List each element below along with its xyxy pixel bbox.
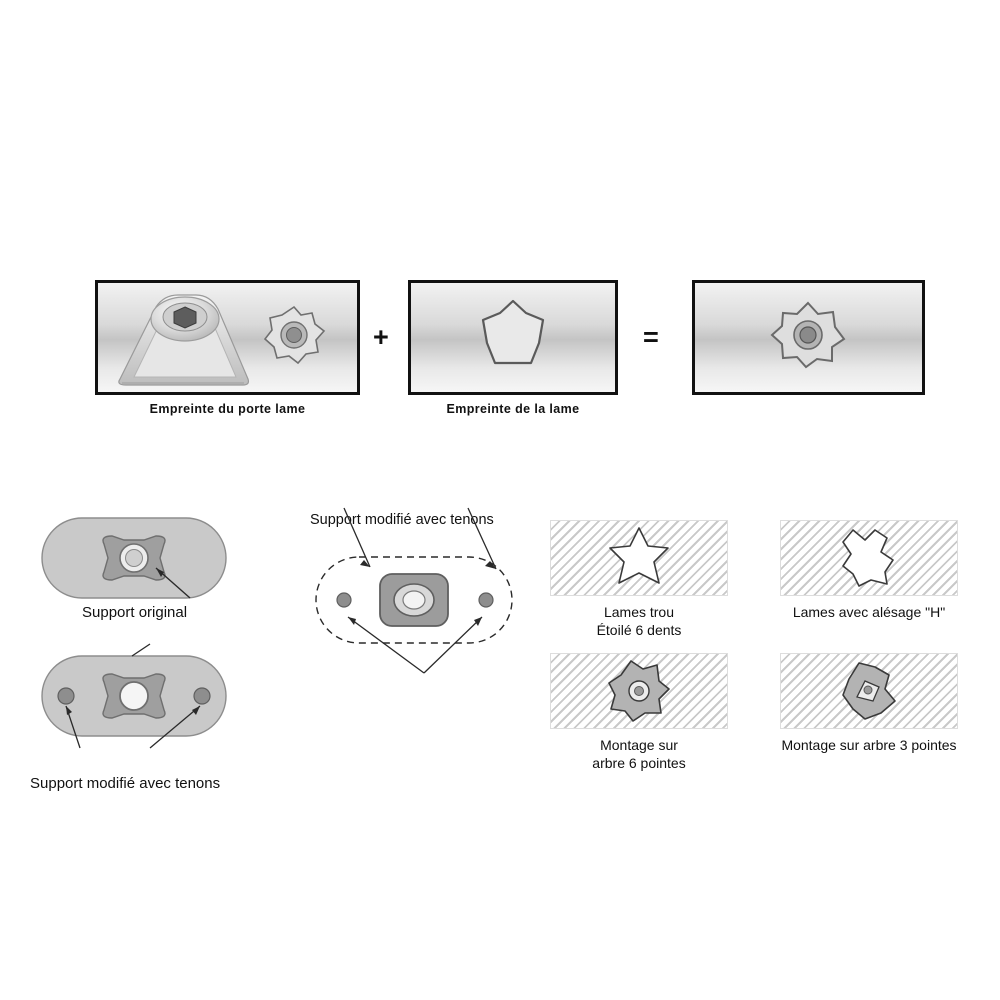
- caption-card-1-line2: Étoilé 6 dents: [596, 622, 682, 638]
- six-point-shaft-mount-icon: [551, 654, 727, 728]
- caption-card-4-line1: Montage sur arbre 3 pointes: [781, 737, 957, 753]
- card-three-point-shaft: [780, 653, 958, 729]
- six-point-star-bore-icon: [551, 521, 727, 595]
- caption-card-3-line2: arbre 6 pointes: [592, 755, 686, 771]
- caption-card-4: [769, 736, 969, 754]
- six-tooth-star-imprint: [265, 307, 324, 363]
- caption-card-1: [539, 603, 739, 639]
- schematic-illustration: [300, 505, 540, 685]
- h-bore-icon: [781, 521, 957, 595]
- card-h-bore: [780, 520, 958, 596]
- blade-holder-illustration: [98, 283, 357, 392]
- caption-panel-b: Empreinte de la lame: [446, 402, 580, 416]
- plus-operator: +: [373, 322, 389, 352]
- blade-bore-illustration: [411, 283, 615, 392]
- three-point-shaft-mount-icon: [781, 654, 957, 728]
- support-original-illustration: [40, 512, 230, 604]
- caption-card-3-line1: Montage sur: [600, 737, 678, 753]
- equation-row: [95, 272, 925, 432]
- tenon-pin-left-schematic: [337, 593, 351, 607]
- caption-card-2-line1: Lames avec alésage "H": [792, 604, 946, 620]
- assembled-illustration: [695, 283, 922, 392]
- label-support-modified-left: Support modifié avec tenons: [30, 775, 221, 792]
- label-support-modified-schematic: Support modifié avec tenons: [310, 512, 494, 528]
- caption-card-1-line1: Lames trou: [603, 604, 675, 620]
- card-star-bore: [550, 520, 728, 596]
- caption-card-3: [539, 736, 739, 772]
- card-six-point-shaft: [550, 653, 728, 729]
- tenon-pin-right-schematic: [479, 593, 493, 607]
- support-modified-illustration: [40, 650, 230, 750]
- tenon-pin-right: [194, 688, 210, 704]
- panel-blade-imprint: [408, 280, 618, 395]
- label-support-original: Support original: [82, 604, 188, 621]
- panel-assembled: [692, 280, 925, 395]
- equals-operator: =: [643, 322, 659, 352]
- tenon-pin-left: [58, 688, 74, 704]
- panel-blade-holder: [95, 280, 360, 395]
- caption-card-2: [769, 603, 969, 621]
- caption-panel-a: Empreinte du porte lame: [149, 402, 306, 416]
